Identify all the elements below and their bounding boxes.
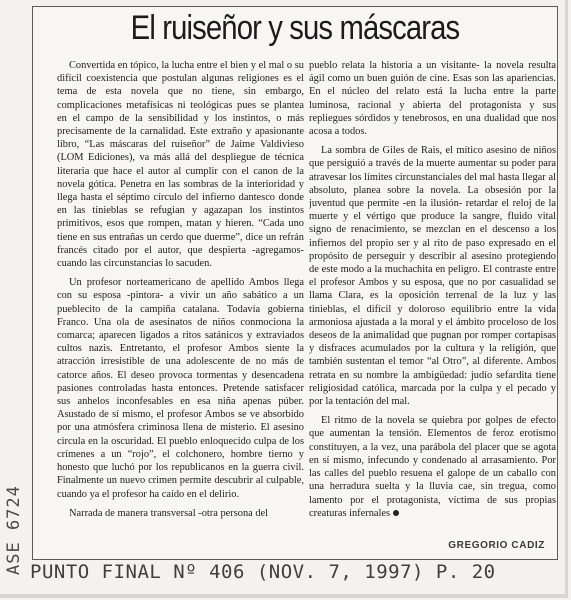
paragraph: La sombra de Giles de Rais, el mítico asesino de niños que persiguió a través de la muerte aumentar su poder para atravesar los límites circunstanciales del mal hasta llegar al absoluto, planea sobre la novela. La obsesión por la juventud que permite -en la ilusión- retardar el reloj de la muerte y el vértigo que produce la sangre, fluido vital signo de renacimiento, se mezclan en el descenso a los infiernos del propio ser y al rito de paso expresado en el propósito de perseguir y describir al asesino protegiendo de este modo a la muchachita en peligro. El contraste entre el profesor Ambos y su esposa, que no por casualidad se llama Clara, es la oposición terrenal de la luz y las tinieblas, el difícil y doloroso equilibrio entre la vida armoniosa ajustada a la moral y el ámbito proceloso de los deseos de la animalidad que pugnan por romper cortapisas y disfraces acumulados por la cultura y la religión, que también sustentan el temor “al Otro”, al diferente. Ambos retrata en su nombre la ambigüedad: judío sefardita tiene religiosidad católica, marcada por la culpa y el pecado y por la tentación del mal. — [309, 145, 556, 408]
paragraph: Convertida en tópico, la lucha entre el bien y el mal o su difícil coexistencia que postulan algunas religiones es el tema de esta novela que no tiene, sin embargo, complicaciones metafísicas ni teológicas pues se plantea en el campo de la sensibilidad y los instintos, o más precisamente de la carnalidad. Este extraño y apasionante libro, “Las máscaras del ruiseñor” de Jaime Valdivieso (LOM Ediciones), va más allá del despliegue de técnica literaria que hace el autor al cumplir con el canon de la novela gótica. Penetra en las sombras de la interioridad y llega hasta el séptimo círculo del infierno dantesco donde en las tinieblas se refugian y agazapan los instintos primitivos, esos que rompen, matan y hieren. “Cada uno tiene en sus entrañas un cerdo que duerme”, dice un refrán francés citado por el autor, que despierta -agregamos- cuando las circunstancias lo sacuden. — [57, 60, 304, 270]
article-title: El ruiseñor y sus máscaras — [130, 9, 460, 47]
handwritten-source-annotation: PUNTO FINAL Nº 406 (NOV. 7, 1997) P. 20 — [30, 561, 496, 583]
paragraph-final — [309, 414, 556, 520]
paragraph: Un profesor norteamericano de apellido Ambos llega con su esposa -pintora- a vivir un año sabático a un pueblecito de la campiña catalana. Todavía gobierna Franco. Una ola de asesinatos de niños conmociona la comarca; aparecen ligados a ritos satánicos y extraviados cultos nazis. Entretanto, el profesor Ambos siente la atracción irresistible de una adolescente de no más de catorce años. El deseo provoca tormentas y desencadena pasiones controladas hasta entonces. Pretende satisfacer sus anhelos inconfesables en esa niña apenas púber. Asustado de sí mismo, el profesor Ambos se ve absorbido por una atmósfera criminosa llena de misterio. El asesino circula en la oscuridad. El pueblo enloquecido culpa de los crímenes a un “rojo”, el colchonero, hombre tierno y honesto que luchó por los republicanos en la guerra civil. Finalmente un nuevo crimen permite descubrir al culpable, cuando ya el profesor ha caído en el delirio. — [57, 277, 304, 500]
right-column — [309, 59, 556, 555]
end-bullet-icon — [393, 510, 399, 516]
paragraph: pueblo relata la historia a un visitante- la novela resulta ágil como un buen guión de cine. Esas son las apariencias. En el núcleo del relato está la lucha entre la parte luminosa, racional y abierta del protagonista y sus repliegues sórdidos y tenebrosos, en una dualidad que nos acosa a todos. — [309, 60, 556, 138]
newspaper-clipping — [32, 6, 558, 560]
handwritten-side-annotation — [3, 448, 25, 578]
side-annotation-text: ASE 6724 — [4, 485, 24, 575]
author-byline: GREGORIO CADIZ — [448, 540, 545, 551]
paragraph-text: El ritmo de la novela se quiebra por golpes de efecto que aumentan la tensión. Elementos de feroz erotismo constituyen, a la vez, una parábola del placer que se agota en sí mismo, infecundo y condenado al arrasamiento. Por las calles del pueblo resuena el galope de un caballo con una herradura suelta y la lluvia cae, sin tregua, como lamento por el protagonista, víctima de sus propias creaturas infernales — [309, 415, 556, 519]
paragraph: Narrada de manera transversal -otra persona del — [69, 507, 269, 519]
left-column — [57, 59, 304, 555]
